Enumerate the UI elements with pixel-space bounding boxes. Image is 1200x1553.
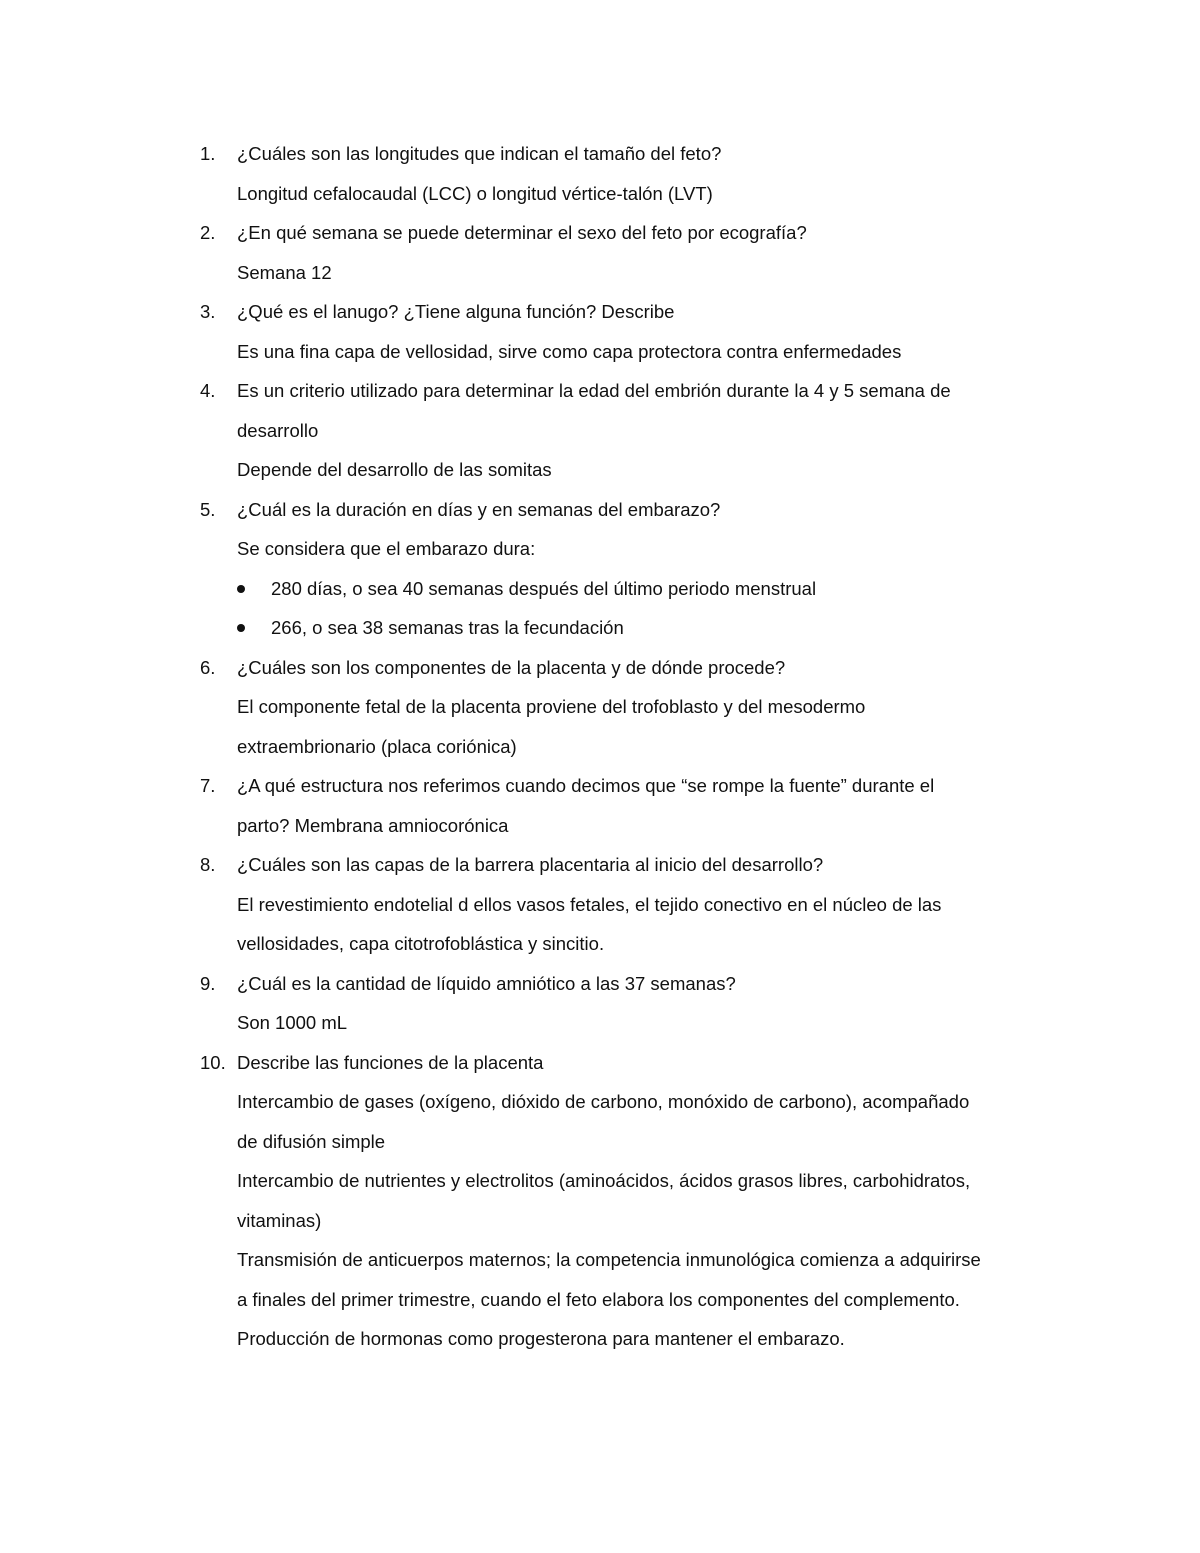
answer-text: Semana 12	[237, 261, 332, 283]
bullet-icon	[237, 569, 271, 609]
list-item	[200, 490, 1060, 648]
list-item	[200, 845, 1060, 964]
answer-text: Depende del desarrollo de las somitas	[237, 459, 552, 480]
item-number: 2.	[200, 222, 216, 243]
bullet-list	[237, 569, 1060, 648]
question-text: ¿Cuáles son las capas de la barrera placentaria al inicio del desarrollo?	[237, 854, 824, 875]
item-number: 5.	[200, 498, 216, 520]
answer-text: Producción de hormonas como progesterona para mantener el embarazo.	[237, 1328, 845, 1349]
list-item	[200, 134, 1060, 213]
list-item	[200, 213, 1060, 292]
answer-text: desarrollo	[237, 419, 319, 441]
answer-text: extraembrionario (placa coriónica)	[237, 735, 517, 757]
item-number: 3.	[200, 301, 216, 322]
bullet-item	[237, 569, 1060, 609]
answer-text: Son 1000 mL	[237, 1012, 348, 1033]
item-body	[237, 292, 1060, 371]
item-body	[237, 845, 1060, 964]
list-item	[200, 371, 1060, 490]
item-body	[237, 964, 1060, 1043]
question-text: ¿Cuál es la cantidad de líquido amniótico a las 37 semanas?	[237, 972, 736, 994]
question-text: Describe las funciones de la placenta	[237, 1051, 544, 1073]
list-item	[200, 964, 1060, 1043]
answer-text: a finales del primer trimestre, cuando el feto elabora los componentes del complemento.	[237, 1288, 960, 1310]
item-body	[237, 371, 1060, 490]
answer-text: parto? Membrana amniocorónica	[237, 814, 509, 836]
answer-text: Transmisión de anticuerpos maternos; la competencia inmunológica comienza a adquirirse	[237, 1249, 981, 1270]
question-text: Es un criterio utilizado para determinar la edad del embrión durante la 4 y 5 semana de	[237, 380, 951, 401]
question-text: ¿En qué semana se puede determinar el sexo del feto por ecografía?	[237, 222, 807, 243]
bullet-icon	[237, 608, 271, 648]
item-body	[237, 134, 1060, 213]
question-text: ¿Qué es el lanugo? ¿Tiene alguna función? Describe	[237, 301, 675, 322]
answer-text: Intercambio de gases (oxígeno, dióxido de carbono, monóxido de carbono), acompañado	[237, 1091, 970, 1112]
answer-text: Es una fina capa de vellosidad, sirve como capa protectora contra enfermedades	[237, 340, 902, 362]
item-number: 9.	[200, 972, 216, 994]
list-item	[200, 292, 1060, 371]
bullet-text: 266, o sea 38 semanas tras la fecundación	[271, 617, 624, 638]
answer-text: Se considera que el embarazo dura:	[237, 538, 536, 559]
answer-text: El revestimiento endotelial d ellos vasos fetales, el tejido conectivo en el núcleo de las	[237, 893, 942, 915]
bullet-item	[237, 608, 1060, 648]
item-number: 6.	[200, 656, 216, 678]
list-item	[200, 1043, 1060, 1359]
answer-text: vitaminas)	[237, 1209, 322, 1231]
question-text: ¿A qué estructura nos referimos cuando decimos que “se rompe la fuente” durante el	[237, 775, 935, 796]
answer-text: Longitud cefalocaudal (LCC) o longitud vértice-talón (LVT)	[237, 182, 713, 204]
item-number: 7.	[200, 775, 216, 796]
bullet-text: 280 días, o sea 40 semanas después del último periodo menstrual	[271, 577, 817, 599]
item-number: 4.	[200, 380, 216, 401]
answer-text: vellosidades, capa citotrofoblástica y sincitio.	[237, 933, 605, 954]
item-body	[237, 1043, 1060, 1359]
item-body	[237, 766, 1060, 845]
item-body	[237, 490, 1060, 648]
item-body	[237, 648, 1060, 767]
question-list	[200, 134, 1060, 1359]
item-number: 8.	[200, 854, 216, 875]
answer-text: El componente fetal de la placenta proviene del trofoblasto y del mesodermo	[237, 696, 866, 717]
list-item	[200, 648, 1060, 767]
question-text: ¿Cuál es la duración en días y en semanas del embarazo?	[237, 498, 721, 520]
answer-text: Intercambio de nutrientes y electrolitos (aminoácidos, ácidos grasos libres, carbohidratos,	[237, 1170, 971, 1191]
question-text: ¿Cuáles son las longitudes que indican el tamaño del feto?	[237, 143, 722, 164]
item-number: 1.	[200, 143, 216, 164]
list-item	[200, 766, 1060, 845]
question-text: ¿Cuáles son los componentes de la placenta y de dónde procede?	[237, 656, 786, 678]
item-body	[237, 213, 1060, 292]
answer-text: de difusión simple	[237, 1130, 386, 1152]
item-number: 10.	[200, 1051, 226, 1073]
